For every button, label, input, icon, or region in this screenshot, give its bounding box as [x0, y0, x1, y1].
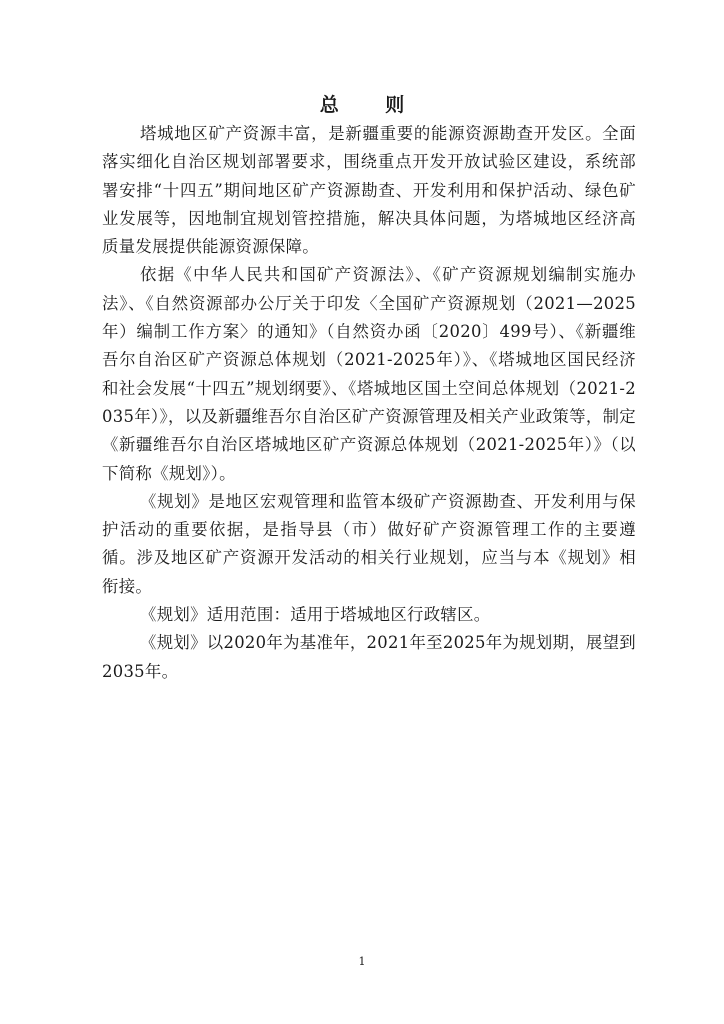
paragraph-legal-basis: 依据《中华人民共和国矿产资源法》、《矿产资源规划编制实施办法》、《自然资源部办公厅关于印发〈全国矿产资源规划（2021—2025年）编制工作方案〉的通知》（自然资办函〔2020〕499号）、《新疆维吾尔自治区矿产资源总体规划（2021-2025年）》、《塔城地区国民经济和社会发展“十四五”规划纲要》、《塔城地区国土空间总体规划（2021-2035年）》，以及新疆维吾尔自治区矿产资源管理及相关产业政策等，制定《新疆维吾尔自治区塔城地区矿产资源总体规划（2021-2025年）》（以下简称《规划》）。	[102, 265, 636, 483]
page-number: 1	[358, 955, 366, 968]
paragraph-role: 《规划》是地区宏观管理和监管本级矿产资源勘查、开发利用与保护活动的重要依据，是指导县（市）做好矿产资源管理工作的主要遵循。涉及地区矿产资源开发活动的相关行业规划，应当与本《规划》相衔接。	[102, 491, 636, 596]
paragraph-overview: 塔城地区矿产资源丰富，是新疆重要的能源资源勘查开发区。全面落实细化自治区规划部署要求，围绕重点开发开放试验区建设，系统部署安排“十四五”期间地区矿产资源勘查、开发利用和保护活动、绿色矿业发展等，因地制宜规划管控措施，解决具体问题，为塔城地区经济高质量发展提供能源资源保障。	[102, 124, 636, 257]
page-title: 总 则	[319, 94, 425, 116]
document-body	[102, 120, 636, 686]
paragraph-period: 《规划》以2020年为基准年，2021年至2025年为规划期，展望到2035年。	[102, 633, 636, 681]
paragraph-scope: 《规划》适用范围：适用于塔城地区行政辖区。	[140, 605, 491, 625]
